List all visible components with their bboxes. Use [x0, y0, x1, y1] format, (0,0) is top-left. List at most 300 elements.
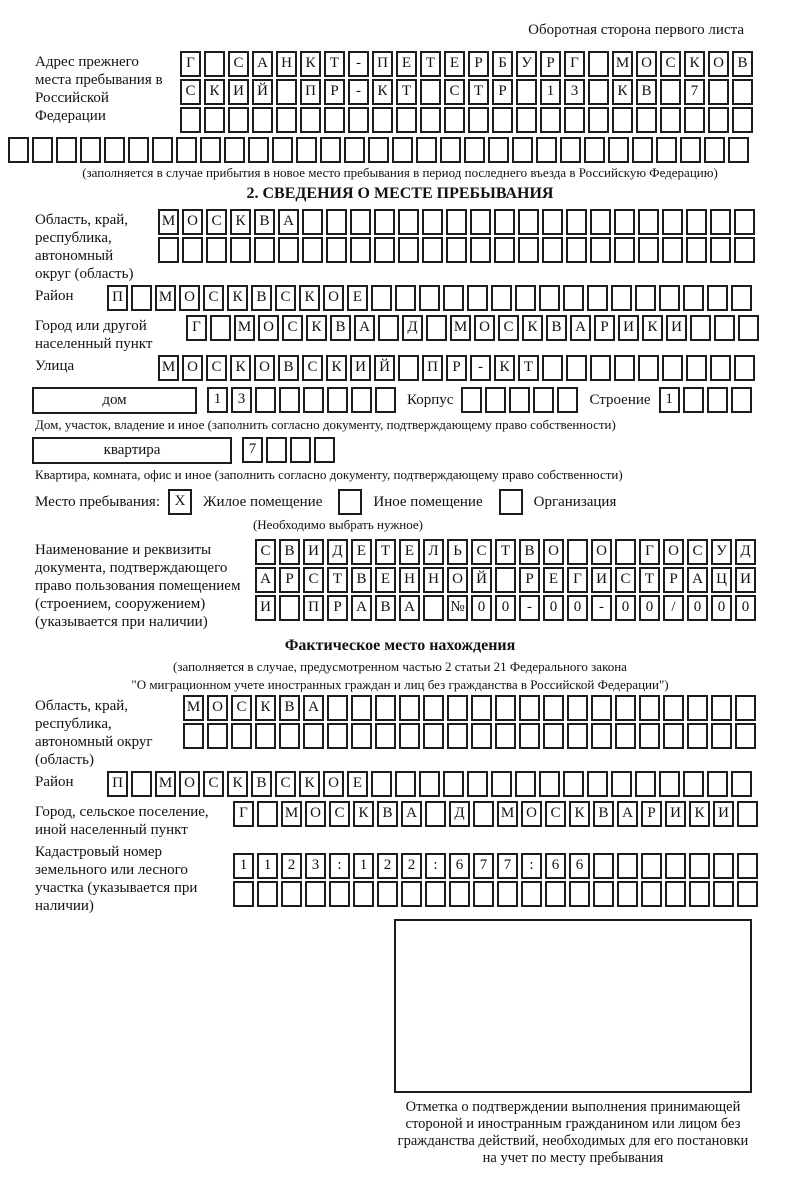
char-cell[interactable] — [689, 853, 710, 879]
char-cell[interactable]: - — [519, 595, 540, 621]
char-cell[interactable] — [395, 771, 416, 797]
char-cell[interactable] — [423, 723, 444, 749]
char-cell[interactable] — [426, 315, 447, 341]
char-cell[interactable] — [204, 107, 225, 133]
char-cell[interactable]: О — [474, 315, 495, 341]
char-cell[interactable] — [731, 771, 752, 797]
char-cell[interactable] — [371, 771, 392, 797]
char-cell[interactable] — [713, 881, 734, 907]
char-cell[interactable]: С — [228, 51, 249, 77]
char-cell[interactable] — [447, 695, 468, 721]
char-cell[interactable] — [416, 137, 437, 163]
char-cell[interactable]: И — [735, 567, 756, 593]
char-cell[interactable] — [683, 387, 704, 413]
char-cell[interactable]: Д — [402, 315, 423, 341]
char-cell[interactable] — [612, 107, 633, 133]
char-cell[interactable]: В — [636, 79, 657, 105]
char-cell[interactable]: И — [228, 79, 249, 105]
char-cell[interactable] — [488, 137, 509, 163]
char-cell[interactable]: 7 — [684, 79, 705, 105]
char-cell[interactable]: С — [660, 51, 681, 77]
char-cell[interactable] — [663, 723, 684, 749]
char-cell[interactable] — [302, 209, 323, 235]
char-cell[interactable] — [440, 137, 461, 163]
ownership-document-row-3[interactable] — [255, 595, 759, 621]
char-cell[interactable] — [494, 209, 515, 235]
char-cell[interactable] — [374, 209, 395, 235]
char-cell[interactable] — [470, 209, 491, 235]
char-cell[interactable]: В — [351, 567, 372, 593]
char-cell[interactable] — [467, 771, 488, 797]
char-cell[interactable] — [395, 285, 416, 311]
char-cell[interactable] — [542, 355, 563, 381]
char-cell[interactable] — [533, 387, 554, 413]
gorod-row[interactable] — [186, 315, 762, 341]
char-cell[interactable] — [449, 881, 470, 907]
char-cell[interactable] — [351, 695, 372, 721]
char-cell[interactable] — [590, 209, 611, 235]
char-cell[interactable] — [423, 695, 444, 721]
char-cell[interactable] — [587, 285, 608, 311]
char-cell[interactable]: Т — [327, 567, 348, 593]
checkbox-inoe[interactable] — [338, 489, 362, 515]
char-cell[interactable] — [557, 387, 578, 413]
char-cell[interactable]: О — [179, 771, 200, 797]
char-cell[interactable]: Г — [567, 567, 588, 593]
char-cell[interactable] — [732, 79, 753, 105]
char-cell[interactable] — [635, 771, 656, 797]
char-cell[interactable]: С — [206, 209, 227, 235]
char-cell[interactable] — [80, 137, 101, 163]
char-cell[interactable] — [290, 437, 311, 463]
char-cell[interactable] — [303, 387, 324, 413]
kadastr-row-1[interactable] — [233, 853, 761, 879]
char-cell[interactable] — [714, 315, 735, 341]
prev-address-row-3[interactable] — [180, 107, 756, 133]
char-cell[interactable] — [662, 355, 683, 381]
char-cell[interactable] — [255, 723, 276, 749]
char-cell[interactable]: Т — [396, 79, 417, 105]
oblast-row-1[interactable] — [158, 209, 758, 235]
house-number-cells[interactable] — [207, 387, 399, 413]
char-cell[interactable] — [662, 237, 683, 263]
char-cell[interactable] — [56, 137, 77, 163]
char-cell[interactable] — [512, 137, 533, 163]
char-cell[interactable] — [542, 209, 563, 235]
char-cell[interactable] — [419, 771, 440, 797]
char-cell[interactable]: Д — [735, 539, 756, 565]
char-cell[interactable] — [398, 209, 419, 235]
char-cell[interactable]: Т — [495, 539, 516, 565]
char-cell[interactable]: 3 — [305, 853, 326, 879]
char-cell[interactable]: Г — [186, 315, 207, 341]
char-cell[interactable]: В — [279, 695, 300, 721]
char-cell[interactable] — [350, 209, 371, 235]
char-cell[interactable]: 3 — [564, 79, 585, 105]
char-cell[interactable] — [588, 51, 609, 77]
char-cell[interactable]: Р — [468, 51, 489, 77]
checkbox-zhiloe[interactable]: X — [168, 489, 192, 515]
char-cell[interactable] — [131, 771, 152, 797]
char-cell[interactable]: В — [593, 801, 614, 827]
char-cell[interactable] — [446, 237, 467, 263]
char-cell[interactable]: О — [663, 539, 684, 565]
char-cell[interactable] — [422, 237, 443, 263]
char-cell[interactable] — [711, 723, 732, 749]
char-cell[interactable]: К — [689, 801, 710, 827]
char-cell[interactable] — [708, 107, 729, 133]
char-cell[interactable] — [419, 285, 440, 311]
char-cell[interactable]: О — [182, 355, 203, 381]
char-cell[interactable]: А — [687, 567, 708, 593]
char-cell[interactable] — [614, 209, 635, 235]
char-cell[interactable] — [588, 79, 609, 105]
char-cell[interactable] — [635, 285, 656, 311]
char-cell[interactable] — [279, 595, 300, 621]
char-cell[interactable] — [485, 387, 506, 413]
char-cell[interactable] — [638, 237, 659, 263]
char-cell[interactable]: № — [447, 595, 468, 621]
char-cell[interactable] — [683, 285, 704, 311]
char-cell[interactable]: О — [521, 801, 542, 827]
char-cell[interactable]: 0 — [687, 595, 708, 621]
char-cell[interactable]: Й — [252, 79, 273, 105]
char-cell[interactable]: У — [516, 51, 537, 77]
char-cell[interactable] — [401, 881, 422, 907]
char-cell[interactable] — [543, 723, 564, 749]
char-cell[interactable]: 7 — [473, 853, 494, 879]
char-cell[interactable] — [104, 137, 125, 163]
char-cell[interactable]: О — [591, 539, 612, 565]
char-cell[interactable] — [560, 137, 581, 163]
char-cell[interactable] — [278, 237, 299, 263]
char-cell[interactable] — [375, 723, 396, 749]
char-cell[interactable] — [464, 137, 485, 163]
char-cell[interactable] — [473, 881, 494, 907]
char-cell[interactable] — [279, 387, 300, 413]
char-cell[interactable] — [615, 539, 636, 565]
char-cell[interactable] — [509, 387, 530, 413]
char-cell[interactable] — [279, 723, 300, 749]
char-cell[interactable] — [255, 387, 276, 413]
char-cell[interactable] — [731, 387, 752, 413]
char-cell[interactable] — [732, 107, 753, 133]
char-cell[interactable]: А — [354, 315, 375, 341]
char-cell[interactable]: Р — [663, 567, 684, 593]
char-cell[interactable] — [371, 285, 392, 311]
char-cell[interactable] — [711, 695, 732, 721]
korpus-cells[interactable] — [461, 387, 581, 413]
char-cell[interactable] — [257, 881, 278, 907]
char-cell[interactable] — [566, 209, 587, 235]
char-cell[interactable]: 0 — [639, 595, 660, 621]
char-cell[interactable] — [563, 771, 584, 797]
char-cell[interactable]: К — [300, 51, 321, 77]
char-cell[interactable]: К — [642, 315, 663, 341]
char-cell[interactable]: К — [612, 79, 633, 105]
char-cell[interactable] — [327, 723, 348, 749]
char-cell[interactable] — [611, 771, 632, 797]
char-cell[interactable] — [303, 723, 324, 749]
char-cell[interactable] — [614, 355, 635, 381]
char-cell[interactable] — [183, 723, 204, 749]
char-cell[interactable]: Т — [420, 51, 441, 77]
ownership-document-row-2[interactable] — [255, 567, 759, 593]
char-cell[interactable] — [617, 853, 638, 879]
char-cell[interactable] — [704, 137, 725, 163]
char-cell[interactable] — [690, 315, 711, 341]
char-cell[interactable]: 6 — [545, 853, 566, 879]
char-cell[interactable]: Д — [449, 801, 470, 827]
char-cell[interactable]: С — [282, 315, 303, 341]
char-cell[interactable]: Е — [543, 567, 564, 593]
char-cell[interactable]: 0 — [471, 595, 492, 621]
char-cell[interactable]: - — [470, 355, 491, 381]
char-cell[interactable]: 6 — [569, 853, 590, 879]
char-cell[interactable]: П — [422, 355, 443, 381]
char-cell[interactable] — [231, 723, 252, 749]
char-cell[interactable] — [372, 107, 393, 133]
char-cell[interactable] — [446, 209, 467, 235]
char-cell[interactable]: К — [204, 79, 225, 105]
char-cell[interactable] — [495, 567, 516, 593]
char-cell[interactable]: В — [254, 209, 275, 235]
char-cell[interactable]: А — [252, 51, 273, 77]
char-cell[interactable]: С — [444, 79, 465, 105]
char-cell[interactable] — [662, 209, 683, 235]
char-cell[interactable]: - — [348, 79, 369, 105]
char-cell[interactable] — [351, 723, 372, 749]
char-cell[interactable]: М — [158, 355, 179, 381]
char-cell[interactable]: О — [447, 567, 468, 593]
char-cell[interactable] — [638, 209, 659, 235]
char-cell[interactable]: 2 — [377, 853, 398, 879]
char-cell[interactable] — [543, 695, 564, 721]
char-cell[interactable] — [207, 723, 228, 749]
char-cell[interactable] — [180, 107, 201, 133]
char-cell[interactable]: П — [372, 51, 393, 77]
char-cell[interactable]: 1 — [659, 387, 680, 413]
char-cell[interactable]: А — [255, 567, 276, 593]
char-cell[interactable]: К — [227, 285, 248, 311]
char-cell[interactable] — [687, 695, 708, 721]
char-cell[interactable]: О — [207, 695, 228, 721]
char-cell[interactable]: - — [348, 51, 369, 77]
char-cell[interactable]: Р — [540, 51, 561, 77]
char-cell[interactable]: С — [255, 539, 276, 565]
char-cell[interactable] — [521, 881, 542, 907]
char-cell[interactable] — [689, 881, 710, 907]
fact-raion-row[interactable] — [107, 771, 755, 797]
char-cell[interactable]: И — [350, 355, 371, 381]
char-cell[interactable] — [728, 137, 749, 163]
char-cell[interactable] — [300, 107, 321, 133]
char-cell[interactable]: М — [183, 695, 204, 721]
char-cell[interactable] — [639, 723, 660, 749]
char-cell[interactable]: М — [234, 315, 255, 341]
char-cell[interactable] — [176, 137, 197, 163]
char-cell[interactable]: : — [425, 853, 446, 879]
char-cell[interactable]: Т — [518, 355, 539, 381]
char-cell[interactable]: С — [545, 801, 566, 827]
char-cell[interactable] — [210, 315, 231, 341]
char-cell[interactable] — [515, 771, 536, 797]
char-cell[interactable] — [158, 237, 179, 263]
char-cell[interactable]: К — [230, 209, 251, 235]
char-cell[interactable] — [399, 695, 420, 721]
char-cell[interactable]: С — [231, 695, 252, 721]
char-cell[interactable]: К — [372, 79, 393, 105]
char-cell[interactable] — [737, 881, 758, 907]
char-cell[interactable] — [636, 107, 657, 133]
char-cell[interactable]: А — [401, 801, 422, 827]
char-cell[interactable]: К — [522, 315, 543, 341]
char-cell[interactable]: К — [299, 285, 320, 311]
char-cell[interactable]: А — [303, 695, 324, 721]
char-cell[interactable]: О — [708, 51, 729, 77]
char-cell[interactable] — [713, 853, 734, 879]
char-cell[interactable] — [494, 237, 515, 263]
char-cell[interactable]: Й — [374, 355, 395, 381]
char-cell[interactable] — [567, 539, 588, 565]
char-cell[interactable]: И — [665, 801, 686, 827]
char-cell[interactable] — [617, 881, 638, 907]
char-cell[interactable]: 1 — [207, 387, 228, 413]
char-cell[interactable] — [206, 237, 227, 263]
char-cell[interactable] — [545, 881, 566, 907]
char-cell[interactable]: С — [203, 285, 224, 311]
prev-address-row-1[interactable] — [180, 51, 756, 77]
oblast-row-2[interactable] — [158, 237, 758, 263]
char-cell[interactable]: М — [450, 315, 471, 341]
char-cell[interactable] — [735, 695, 756, 721]
char-cell[interactable]: 0 — [495, 595, 516, 621]
char-cell[interactable]: К — [353, 801, 374, 827]
char-cell[interactable]: О — [258, 315, 279, 341]
char-cell[interactable]: О — [182, 209, 203, 235]
char-cell[interactable] — [327, 695, 348, 721]
char-cell[interactable]: Е — [351, 539, 372, 565]
apartment-type-box[interactable]: квартира — [32, 437, 232, 464]
char-cell[interactable]: 0 — [567, 595, 588, 621]
prev-address-row-4[interactable] — [8, 137, 792, 163]
char-cell[interactable]: С — [206, 355, 227, 381]
char-cell[interactable] — [348, 107, 369, 133]
char-cell[interactable] — [152, 137, 173, 163]
char-cell[interactable]: Р — [327, 595, 348, 621]
char-cell[interactable] — [686, 237, 707, 263]
char-cell[interactable]: Т — [639, 567, 660, 593]
char-cell[interactable] — [305, 881, 326, 907]
char-cell[interactable] — [32, 137, 53, 163]
char-cell[interactable]: С — [615, 567, 636, 593]
char-cell[interactable] — [230, 237, 251, 263]
char-cell[interactable]: И — [255, 595, 276, 621]
char-cell[interactable]: И — [713, 801, 734, 827]
char-cell[interactable]: : — [521, 853, 542, 879]
char-cell[interactable]: С — [303, 567, 324, 593]
char-cell[interactable] — [326, 237, 347, 263]
fact-gorod-row[interactable] — [233, 801, 761, 827]
char-cell[interactable]: В — [377, 801, 398, 827]
char-cell[interactable] — [590, 237, 611, 263]
char-cell[interactable] — [420, 79, 441, 105]
char-cell[interactable] — [272, 137, 293, 163]
ulitsa-row[interactable] — [158, 355, 758, 381]
char-cell[interactable]: В — [546, 315, 567, 341]
char-cell[interactable]: К — [230, 355, 251, 381]
char-cell[interactable] — [471, 695, 492, 721]
char-cell[interactable] — [423, 595, 444, 621]
char-cell[interactable]: О — [254, 355, 275, 381]
char-cell[interactable]: П — [303, 595, 324, 621]
stroenie-cells[interactable] — [659, 387, 755, 413]
char-cell[interactable] — [461, 387, 482, 413]
char-cell[interactable] — [683, 771, 704, 797]
char-cell[interactable] — [519, 695, 540, 721]
char-cell[interactable] — [615, 723, 636, 749]
char-cell[interactable]: Р — [279, 567, 300, 593]
char-cell[interactable] — [329, 881, 350, 907]
char-cell[interactable] — [608, 137, 629, 163]
char-cell[interactable] — [584, 137, 605, 163]
char-cell[interactable] — [200, 137, 221, 163]
char-cell[interactable]: О — [179, 285, 200, 311]
char-cell[interactable] — [228, 107, 249, 133]
char-cell[interactable]: С — [471, 539, 492, 565]
char-cell[interactable]: М — [281, 801, 302, 827]
char-cell[interactable] — [443, 285, 464, 311]
char-cell[interactable]: А — [617, 801, 638, 827]
char-cell[interactable] — [563, 285, 584, 311]
char-cell[interactable]: Р — [594, 315, 615, 341]
char-cell[interactable]: О — [543, 539, 564, 565]
char-cell[interactable]: М — [155, 771, 176, 797]
char-cell[interactable] — [252, 107, 273, 133]
char-cell[interactable] — [708, 79, 729, 105]
char-cell[interactable]: 0 — [615, 595, 636, 621]
char-cell[interactable] — [468, 107, 489, 133]
char-cell[interactable] — [327, 387, 348, 413]
char-cell[interactable] — [326, 209, 347, 235]
char-cell[interactable] — [491, 771, 512, 797]
char-cell[interactable]: Г — [639, 539, 660, 565]
checkbox-organizatsiya[interactable] — [499, 489, 523, 515]
char-cell[interactable]: / — [663, 595, 684, 621]
char-cell[interactable] — [518, 237, 539, 263]
char-cell[interactable]: И — [666, 315, 687, 341]
char-cell[interactable]: В — [278, 355, 299, 381]
char-cell[interactable] — [684, 107, 705, 133]
char-cell[interactable]: К — [326, 355, 347, 381]
char-cell[interactable] — [566, 355, 587, 381]
char-cell[interactable]: Т — [324, 51, 345, 77]
char-cell[interactable]: Ь — [447, 539, 468, 565]
char-cell[interactable]: В — [251, 285, 272, 311]
char-cell[interactable]: 1 — [257, 853, 278, 879]
char-cell[interactable]: А — [351, 595, 372, 621]
char-cell[interactable] — [567, 695, 588, 721]
char-cell[interactable]: В — [251, 771, 272, 797]
char-cell[interactable] — [567, 723, 588, 749]
char-cell[interactable] — [392, 137, 413, 163]
char-cell[interactable]: И — [618, 315, 639, 341]
char-cell[interactable] — [569, 881, 590, 907]
char-cell[interactable]: 0 — [711, 595, 732, 621]
char-cell[interactable] — [314, 437, 335, 463]
char-cell[interactable]: К — [684, 51, 705, 77]
char-cell[interactable] — [638, 355, 659, 381]
